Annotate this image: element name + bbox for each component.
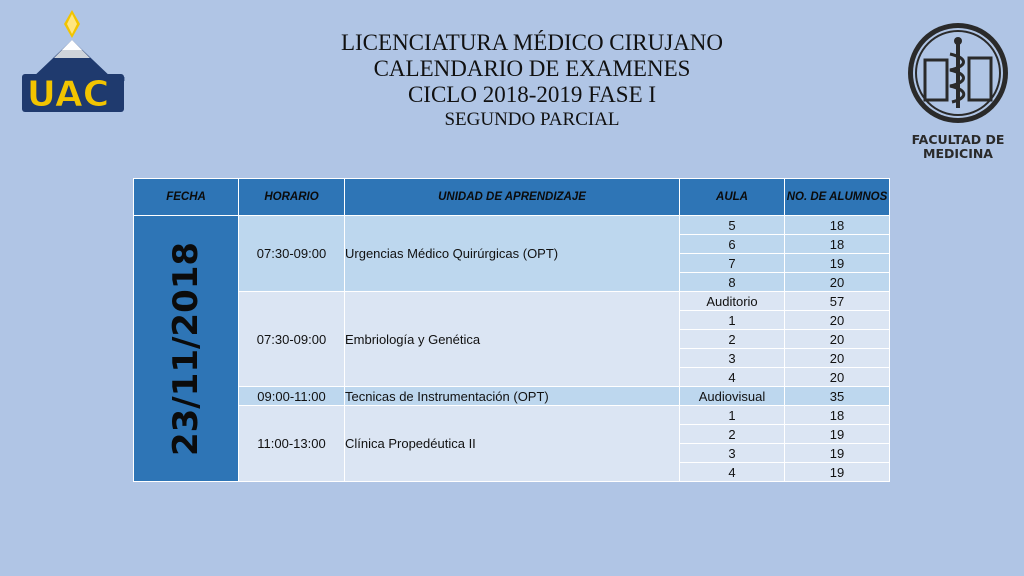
table-header-row [134,179,890,216]
fecha-value: 23/11/2018 [166,241,206,456]
table-row [134,406,890,425]
alumnos-cell: 18 [785,406,890,425]
alumnos-cell: 20 [785,330,890,349]
uac-logo [18,8,130,112]
alumnos-cell: 18 [785,235,890,254]
alumnos-cell: 20 [785,273,890,292]
col-unidad: UNIDAD DE APRENDIZAJE [345,179,680,216]
unidad-cell: Tecnicas de Instrumentación (OPT) [345,387,680,406]
title-line-3: CICLO 2018-2019 FASE I [407,82,657,107]
aula-cell: 2 [680,425,785,444]
facultad-medicina-logo [902,20,1014,160]
aula-cell: 8 [680,273,785,292]
aula-cell: 4 [680,368,785,387]
horario-cell: 07:30-09:00 [239,292,345,387]
alumnos-cell: 19 [785,444,890,463]
aula-cell: 3 [680,444,785,463]
alumnos-cell: 35 [785,387,890,406]
medicina-label: MEDICINA [923,146,993,161]
unidad-cell: Embriología y Genética [345,292,680,387]
aula-cell: 5 [680,216,785,235]
facultad-label: FACULTAD DE [911,132,1005,147]
aula-cell: 2 [680,330,785,349]
unidad-cell: Clínica Propedéutica II [345,406,680,482]
alumnos-cell: 20 [785,368,890,387]
aula-cell: 4 [680,463,785,482]
col-horario: HORARIO [239,179,345,216]
alumnos-cell: 20 [785,311,890,330]
col-aula: AULA [680,179,785,216]
medicine-seal-icon [905,20,1011,126]
title-line-4: SEGUNDO PARCIAL [444,109,620,130]
aula-cell: 6 [680,235,785,254]
aula-cell: 7 [680,254,785,273]
aula-cell: 3 [680,349,785,368]
uac-logo-text: UAC [26,74,110,112]
alumnos-cell: 20 [785,349,890,368]
registered-mark: ® [118,75,126,84]
aula-cell: 1 [680,406,785,425]
uac-emblem-icon [18,8,130,112]
unidad-cell: Urgencias Médico Quirúrgicas (OPT) [345,216,680,292]
table-row [134,292,890,311]
col-fecha: FECHA [134,179,239,216]
horario-cell: 07:30-09:00 [239,216,345,292]
alumnos-cell: 18 [785,216,890,235]
aula-cell: Audiovisual [680,387,785,406]
fecha-cell [134,216,239,482]
col-alumnos: NO. DE ALUMNOS [785,179,890,216]
table-row [134,216,890,235]
table-row [134,387,890,406]
aula-cell: 1 [680,311,785,330]
exam-schedule-table [133,178,890,482]
horario-cell: 09:00-11:00 [239,387,345,406]
alumnos-cell: 19 [785,254,890,273]
horario-cell: 11:00-13:00 [239,406,345,482]
alumnos-cell: 57 [785,292,890,311]
alumnos-cell: 19 [785,425,890,444]
aula-cell: Auditorio [680,292,785,311]
page-title [262,30,802,131]
alumnos-cell: 19 [785,463,890,482]
title-line-2: CALENDARIO DE EXAMENES [373,56,691,81]
title-line-1: LICENCIATURA MÉDICO CIRUJANO [340,30,724,55]
